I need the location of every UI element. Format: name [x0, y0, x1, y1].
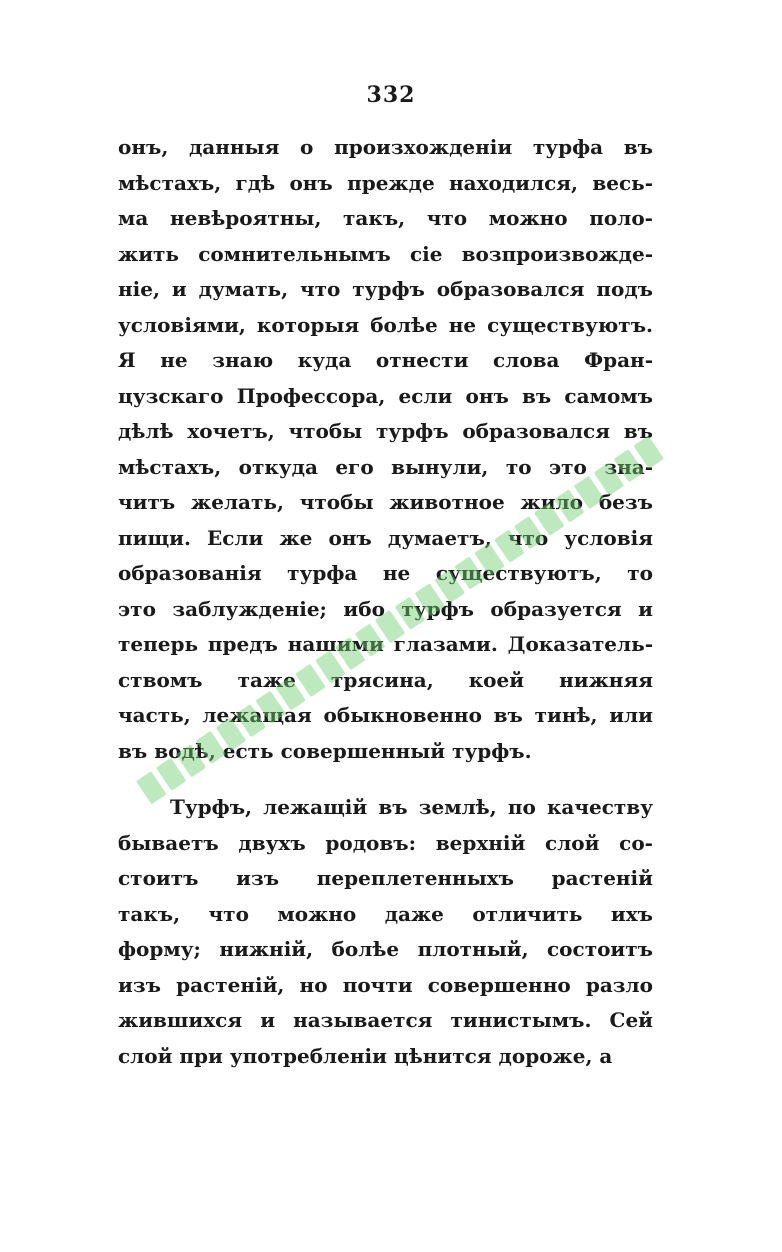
text-line: мѣстахъ, откуда его вынули, то это зна- [118, 454, 653, 479]
text-line: ствомъ таже трясина, коей нижняя [118, 667, 653, 692]
text-line: жившихся и называется тинистымъ. Сей [118, 1008, 653, 1032]
paragraph-1 [118, 130, 653, 769]
text-line: ніе, и думать, что турфъ образовался подъ [118, 277, 653, 301]
text-line: теперь предъ нашими глазами. Доказатель- [118, 632, 653, 656]
text-line: образованія турфа не существуютъ, то [118, 561, 653, 585]
text-line: бываетъ двухъ родовъ: верхній слой со- [118, 830, 653, 855]
text-line: часть, лежащая обыкновенно въ тинѣ, или [118, 703, 653, 727]
text-line: Я не знаю куда отнести слова Фран- [118, 348, 653, 372]
text-line: онъ, данныя о произхожденіи турфа въ [118, 135, 653, 159]
text-line: изъ растеній, но почти совершенно разло [118, 972, 653, 997]
paragraph-2 [118, 790, 653, 1074]
text-line: форму; нижній, болѣе плотный, состоитъ [118, 937, 653, 961]
text-line: цузскаго Профессора, если онъ въ самомъ [118, 383, 653, 408]
text-line: слой при употребленіи цѣнится дороже, а [118, 1043, 613, 1068]
text-line: такъ, что можно даже отличить ихъ [118, 901, 653, 926]
text-line: условіями, которыя болѣе не существуютъ. [118, 312, 653, 337]
text-line: ма невѣроятны, такъ, что можно поло- [118, 206, 653, 230]
text-line: это заблужденіе; ибо турфъ образуется и [118, 596, 653, 621]
text-line: жить сомнительнымъ сіе возпроизвожде- [118, 241, 653, 266]
text-line: въ водѣ, есть совершенный турфъ. [118, 738, 532, 763]
text-line: Турфъ, лежащій въ землѣ, по качеству [170, 795, 653, 819]
text-line: читъ желать, чтобы животное жило безъ [118, 490, 653, 514]
page-number: 332 [366, 82, 416, 108]
text-line: мѣстахъ, гдѣ онъ прежде находился, весь- [118, 170, 653, 195]
text-line: дѣлѣ хочетъ, чтобы турфъ образовался въ [118, 419, 653, 443]
text-line: пищи. Если же онъ думаетъ, что условія [118, 525, 653, 550]
text-line: стоитъ изъ переплетенныхъ растеній [118, 866, 653, 890]
